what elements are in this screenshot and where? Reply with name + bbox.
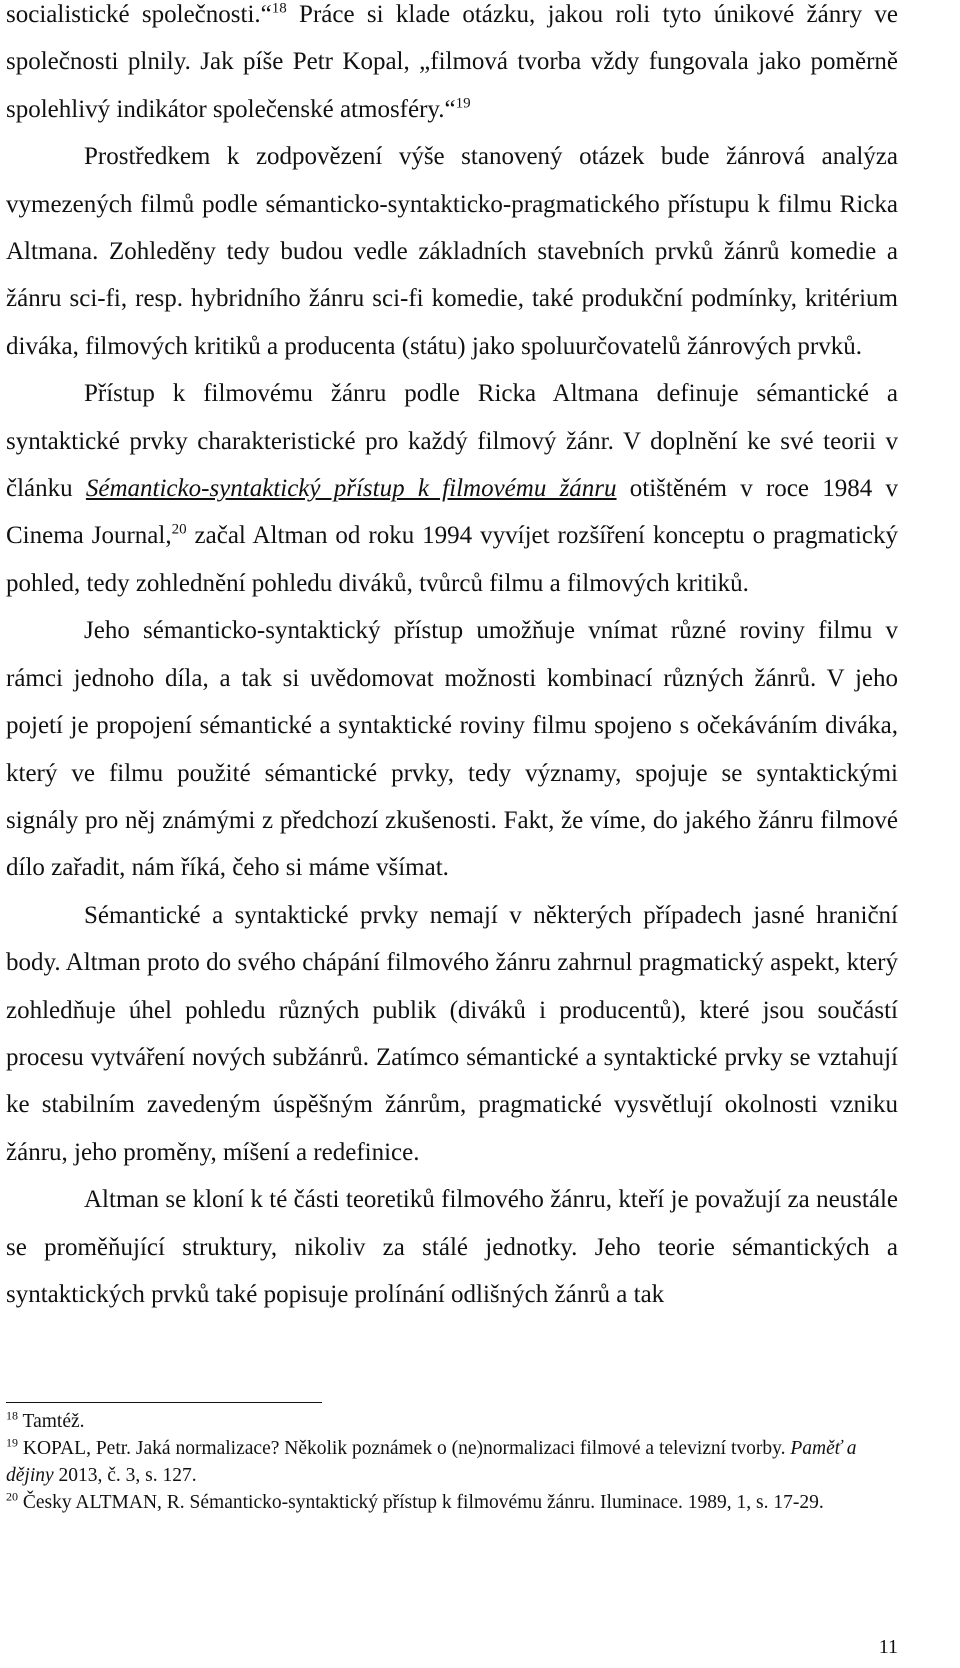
paragraph-3 — [6, 370, 898, 607]
footnote-separator — [6, 1402, 322, 1403]
paragraph-2: Prostředkem k zodpovězení výše stanovený otázek bude žánrová analýza vymezených filmů podle sémanticko-syntakticko-pragmatického přístupu k filmu Ricka Altmana. Zohleděny tedy budou vedle základních stavebních prvků žánrů komedie a žánru sci-fi, resp. hybridního žánru sci-fi komedie, také produkční podmínky, kritérium diváka, filmových kritiků a producenta (státu) jako spoluurčovatelů žánrových prvků. — [6, 143, 898, 360]
footnote-19 — [6, 1435, 898, 1489]
footnote-ref-20[interactable]: 20 — [171, 522, 187, 539]
paragraph-6: Altman se kloní k té části teoretiků filmového žánru, kteří je považují za neustále se proměňující struktury, nikoliv za stálé jednotky. Jeho teorie sémantických a syntaktických prvků také popisuje prolínání odlišných žánrů a tak — [6, 1186, 898, 1308]
footnote-20-text: Česky ALTMAN, R. Sémanticko-syntaktický přístup k filmovému žánru. Iluminace. 1989, 1, s. 17-29. — [18, 1492, 824, 1513]
footnote-20-number: 20 — [6, 1489, 18, 1504]
paragraph-3-text-b: otištěném v roce 1984 v Cinema Journal, — [6, 475, 898, 550]
paragraph-5: Sémantické a syntaktické prvky nemají v některých případech jasné hraniční body. Altman proto do svého chápání filmového žánru zahrnul pragmatický aspekt, který zohledňuje úhel pohledu různých publik (diváků i producentů), které jsou součástí procesu vytváření nových subžánrů. Zatímco sémantické a syntaktické prvky se vztahují ke stabilním zavedeným úspěšným žánrům, pragmatické vysvětlují okolnosti vzniku žánru, jeho proměny, míšení a redefinice. — [6, 901, 898, 1166]
paragraph-3-text-c: začal Altman od roku 1994 vyvíjet rozšíření konceptu o pragmatický pohled, tedy zohlednění pohledu diváků, tvůrců filmu a filmových kritiků. — [6, 522, 898, 597]
paragraph-1-text-a: socialistické společnosti.“ — [6, 1, 272, 28]
paragraph-1-text-b: Práce si klade otázku, jakou roli tyto únikové žánry ve společnosti plnily. Jak píše Petr Kopal, „filmová tvorba vždy fungovala jako poměrně spolehlivý indikátor společenské atmosféry.“ — [6, 1, 898, 123]
footnote-18 — [6, 1408, 898, 1435]
footnote-19-text-b: 2013, č. 3, s. 127. — [53, 1465, 197, 1486]
footnotes — [6, 1408, 898, 1516]
footnote-18-text: Tamtéž. — [18, 1411, 85, 1432]
footnote-19-number: 19 — [6, 1435, 18, 1450]
paragraph-3-text-a: Přístup k filmovému žánru podle Ricka Altmana definuje sémantické a syntaktické prvky charakteristické pro každý filmový žánr. V doplnění ke své teorii v článku — [6, 380, 898, 503]
footnote-ref-19[interactable]: 19 — [455, 95, 471, 112]
article-title: Sémanticko-syntaktický přístup k filmovému žánru — [85, 475, 617, 503]
footnote-19-journal: Paměť a dějiny — [6, 1438, 857, 1486]
document-page — [6, 0, 898, 1318]
footnote-20 — [6, 1489, 898, 1516]
paragraph-1 — [6, 0, 898, 133]
footnote-ref-18[interactable]: 18 — [271, 0, 287, 17]
footnote-19-text-a: KOPAL, Petr. Jaká normalizace? Několik poznámek o (ne)normalizaci filmové a televizní tvorby. — [18, 1438, 791, 1459]
footnote-18-number: 18 — [6, 1408, 18, 1423]
page-number: 11 — [878, 1636, 898, 1658]
paragraph-4: Jeho sémanticko-syntaktický přístup umožňuje vnímat různé roviny filmu v rámci jednoho díla, a tak si uvědomovat možnosti kombinací různých žánrů. V jeho pojetí je propojení sémantické a syntaktické roviny filmu spojeno s očekáváním diváka, který ve filmu použité sémantické prvky, tedy významy, spojuje se syntaktickými signály pro něj známými z předchozí zkušenosti. Fakt, že víme, do jakého žánru filmové dílo zařadit, nám říká, čeho si máme všímat. — [6, 617, 898, 882]
